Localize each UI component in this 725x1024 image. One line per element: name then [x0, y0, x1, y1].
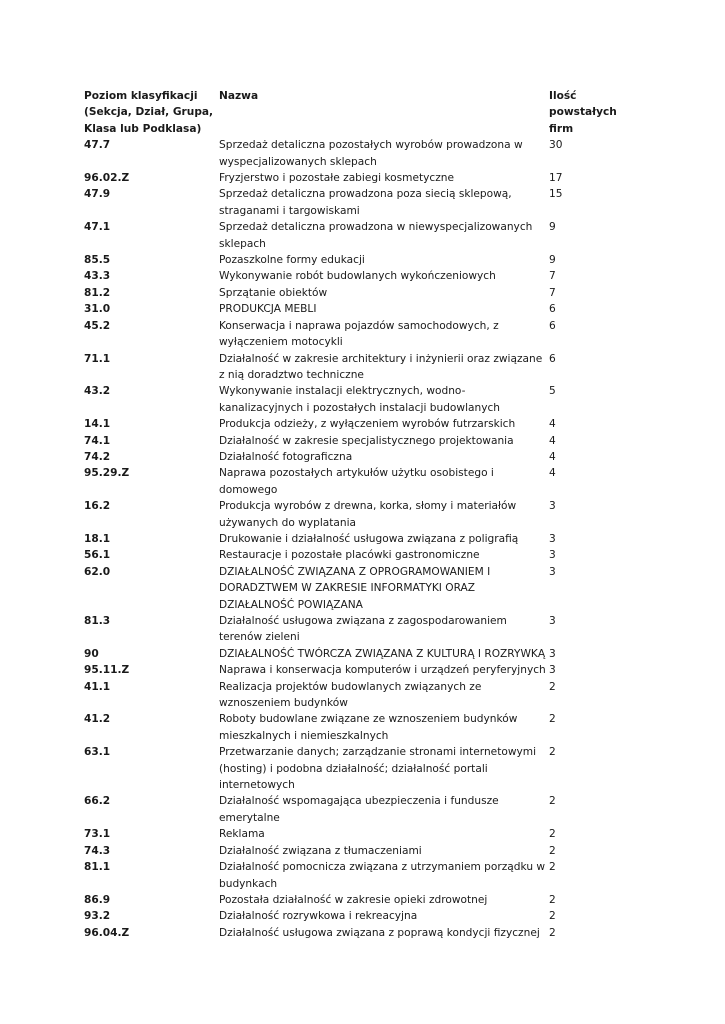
row-name: Fryzjerstwo i pozostałe zabiegi kosmetyczne	[219, 172, 455, 185]
row-count: 3	[549, 647, 556, 660]
row-count: 6	[549, 319, 556, 332]
table-row	[84, 646, 640, 662]
row-count: 3	[549, 615, 556, 627]
row-code: 95.29.Z	[84, 467, 130, 480]
table-row	[84, 219, 640, 252]
table-row	[84, 186, 640, 219]
row-name: Produkcja wyrobów z drewna, korka, słomy i materiałów używanych do wyplatania	[219, 500, 517, 529]
row-count: 3	[549, 549, 556, 562]
row-count: 30	[549, 139, 563, 152]
row-name: Działalność w zakresie architektury i inżynierii oraz związane z nią doradztwo techniczne	[219, 352, 543, 381]
row-name: Naprawa pozostałych artykułów użytku osobistego i domowego	[219, 467, 494, 496]
row-code: 16.2	[84, 500, 111, 513]
table-row	[84, 547, 640, 563]
row-name: Naprawa i konserwacja komputerów i urządzeń peryferyjnych	[219, 664, 546, 677]
table-row	[84, 252, 640, 268]
row-code: 63.1	[84, 746, 111, 759]
table-row	[84, 843, 640, 859]
row-code: 47.7	[84, 139, 111, 152]
row-name: Pozaszkolne formy edukacji	[219, 254, 365, 267]
classification-table	[84, 88, 640, 941]
row-count: 17	[549, 172, 563, 185]
row-count: 15	[549, 188, 563, 201]
row-name: Roboty budowlane związane ze wznoszeniem budynków mieszkalnych i niemieszkalnych	[219, 713, 518, 742]
row-name: Działalność fotograficzna	[219, 450, 353, 463]
table-header-row	[84, 88, 640, 137]
row-code: 62.0	[84, 565, 111, 578]
table-row	[84, 449, 640, 465]
row-name: Działalność w zakresie specjalistycznego projektowania	[219, 434, 514, 447]
row-count: 2	[549, 713, 556, 726]
row-code: 41.1	[84, 680, 111, 693]
row-count: 4	[549, 418, 556, 431]
row-code: 71.1	[84, 352, 111, 365]
row-code: 95.11.Z	[84, 664, 130, 677]
row-code: 74.2	[84, 450, 111, 463]
row-code: 18.1	[84, 532, 111, 545]
table-row	[84, 498, 640, 531]
row-name: Sprzedaż detaliczna prowadzona w niewyspecjalizowanych sklepach	[219, 221, 533, 250]
row-name: Reklama	[219, 828, 265, 841]
row-count: 3	[549, 664, 556, 677]
row-count: 9	[549, 254, 556, 267]
row-name: Działalność rozrywkowa i rekreacyjna	[219, 910, 418, 923]
table-row	[84, 318, 640, 351]
row-count: 7	[549, 270, 556, 283]
row-name: Drukowanie i działalność usługowa związana z poligrafią	[219, 532, 519, 545]
header-code: Poziom klasyfikacji (Sekcja, Dział, Grupa, Klasa lub Podklasa)	[84, 90, 214, 135]
row-name: DZIAŁALNOŚĆ ZWIĄZANA Z OPROGRAMOWANIEM I DORADZTWEM W ZAKRESIE INFORMATYKI ORAZ DZIAŁALNOŚĆ POWIĄZANA	[219, 565, 491, 611]
table-row	[84, 170, 640, 186]
row-name: Pozostała działalność w zakresie opieki zdrowotnej	[219, 893, 488, 906]
row-code: 90	[84, 647, 99, 660]
row-code: 85.5	[84, 254, 111, 267]
row-name: PRODUKCJA MEBLI	[219, 303, 317, 316]
row-count: 2	[549, 828, 556, 841]
row-name: Działalność pomocnicza związana z utrzymaniem porządku w budynkach	[219, 861, 546, 890]
table-row	[84, 908, 640, 924]
row-name: Wykonywanie instalacji elektrycznych, wodno-kanalizacyjnych i pozostałych instalacji budowlanych	[219, 385, 501, 414]
row-count: 4	[549, 450, 556, 463]
row-count: 5	[549, 385, 556, 398]
row-count: 4	[549, 467, 556, 480]
row-name: Sprzedaż detaliczna pozostałych wyrobów prowadzona w wyspecjalizowanych sklepach	[219, 139, 523, 168]
row-name: Sprzątanie obiektów	[219, 286, 328, 299]
row-count: 2	[549, 861, 556, 874]
row-name: Działalność usługowa związana z zagospodarowaniem terenów zieleni	[219, 615, 507, 644]
row-count: 2	[549, 680, 556, 693]
table-row	[84, 793, 640, 826]
row-count: 9	[549, 221, 556, 234]
header-count: Ilość powstałych firm	[549, 90, 617, 135]
row-count: 2	[549, 795, 556, 808]
row-count: 6	[549, 303, 556, 316]
row-code: 41.2	[84, 713, 111, 726]
row-code: 47.9	[84, 188, 111, 201]
table-row	[84, 679, 640, 712]
row-code: 56.1	[84, 549, 111, 562]
table-row	[84, 711, 640, 744]
table-row	[84, 465, 640, 498]
row-count: 3	[549, 565, 556, 578]
table-row	[84, 268, 640, 284]
row-count: 6	[549, 352, 556, 365]
row-name: Realizacja projektów budowlanych związanych ze wznoszeniem budynków	[219, 680, 482, 710]
row-code: 66.2	[84, 795, 111, 808]
header-name: Nazwa	[219, 90, 259, 102]
table-row	[84, 137, 640, 170]
row-code: 31.0	[84, 303, 111, 316]
row-count: 7	[549, 286, 556, 299]
row-count: 2	[549, 910, 556, 923]
table-body	[84, 137, 640, 941]
row-code: 96.04.Z	[84, 926, 130, 939]
row-count: 3	[549, 500, 556, 513]
table-row	[84, 301, 640, 317]
table-row	[84, 662, 640, 678]
row-code: 96.02.Z	[84, 172, 130, 185]
row-count: 2	[549, 746, 556, 759]
table-row	[84, 416, 640, 432]
row-name: Działalność usługowa związana z poprawą kondycji fizycznej	[219, 926, 540, 939]
row-name: Przetwarzanie danych; zarządzanie stronami internetowymi (hosting) i podobna działalność; działalność portali internetowych	[219, 746, 537, 792]
row-count: 2	[549, 844, 556, 857]
row-name: Sprzedaż detaliczna prowadzona poza siecią sklepową, straganami i targowiskami	[219, 188, 512, 217]
row-code: 74.1	[84, 434, 111, 447]
row-name: Wykonywanie robót budowlanych wykończeniowych	[219, 270, 496, 283]
row-count: 2	[549, 893, 556, 906]
row-code: 81.3	[84, 615, 111, 627]
table-row	[84, 859, 640, 892]
row-code: 81.2	[84, 286, 111, 299]
row-code: 14.1	[84, 418, 111, 431]
row-name: Działalność wspomagająca ubezpieczenia i fundusze emerytalne	[219, 795, 499, 824]
row-name: DZIAŁALNOŚĆ TWÓRCZA ZWIĄZANA Z KULTURĄ I ROZRYWKĄ	[219, 647, 546, 660]
table-row	[84, 351, 640, 384]
table-row	[84, 531, 640, 547]
table-row	[84, 925, 640, 941]
table-row	[84, 826, 640, 842]
row-code: 47.1	[84, 221, 111, 234]
row-code: 45.2	[84, 319, 111, 332]
table-row	[84, 564, 640, 613]
row-count: 3	[549, 532, 556, 545]
table-row	[84, 744, 640, 793]
table-row	[84, 613, 640, 646]
row-code: 81.1	[84, 861, 111, 874]
row-code: 73.1	[84, 828, 111, 841]
row-name: Restauracje i pozostałe placówki gastronomiczne	[219, 549, 480, 562]
row-count: 4	[549, 434, 556, 447]
row-code: 86.9	[84, 893, 111, 906]
row-code: 93.2	[84, 910, 111, 923]
row-name: Konserwacja i naprawa pojazdów samochodowych, z wyłączeniem motocykli	[219, 319, 499, 349]
row-code: 43.2	[84, 385, 111, 398]
row-name: Produkcja odzieży, z wyłączeniem wyrobów futrzarskich	[219, 418, 516, 431]
row-count: 2	[549, 926, 556, 939]
table-row	[84, 285, 640, 301]
row-name: Działalność związana z tłumaczeniami	[219, 844, 422, 857]
row-code: 43.3	[84, 270, 111, 283]
table-row	[84, 892, 640, 908]
table-row	[84, 383, 640, 416]
table-row	[84, 433, 640, 449]
row-code: 74.3	[84, 844, 111, 857]
